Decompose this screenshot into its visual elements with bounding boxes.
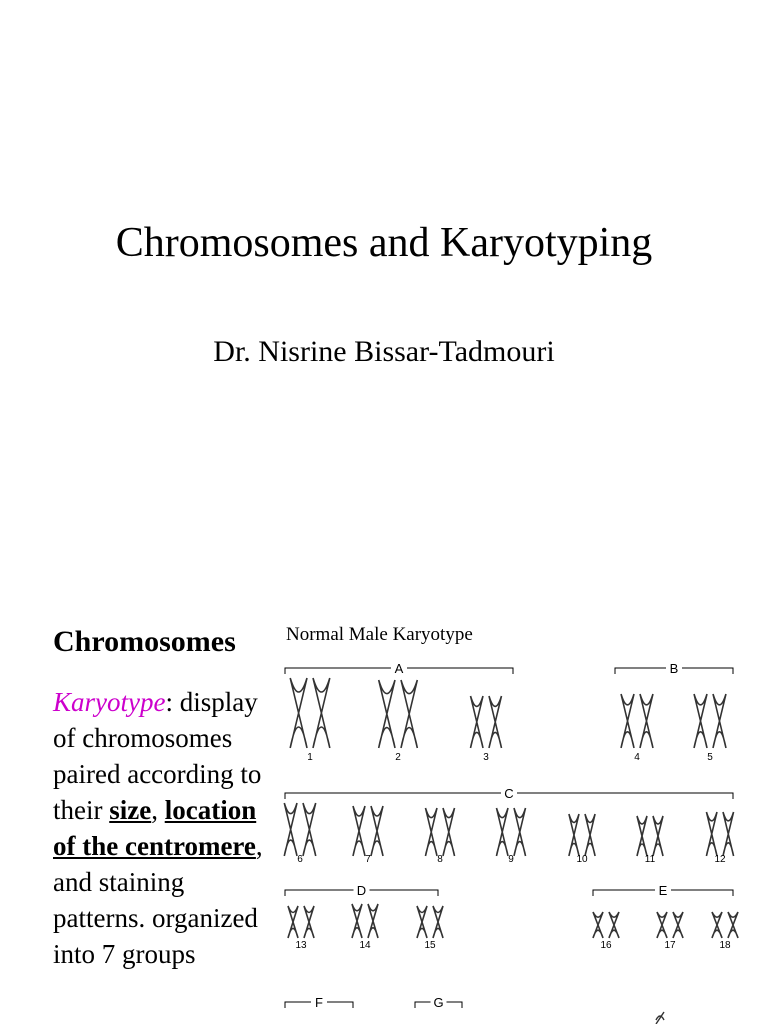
group-label: F	[315, 995, 323, 1010]
chromosome-pair-13	[288, 906, 298, 938]
chromosome-pair-5	[694, 694, 707, 748]
chromosome-number: 14	[359, 940, 371, 951]
group-label: B	[669, 661, 679, 676]
chromosome-pair-10	[569, 814, 579, 856]
chromosome-pair-17	[657, 912, 667, 938]
chromosome-pair-9	[496, 808, 508, 856]
slide-title: Chromosomes and Karyotyping	[115, 220, 653, 266]
karyotype-definition	[53, 684, 268, 972]
chromosome-number: 15	[424, 940, 436, 951]
chromosome-pair-7	[371, 806, 383, 856]
chromosome-pair-18	[728, 912, 738, 938]
chromosome-pair-12	[706, 812, 717, 856]
chromosome-number: 1	[307, 752, 313, 763]
chromosome-number: 10	[576, 854, 588, 865]
group-label: C	[504, 786, 514, 801]
chromosome-pair-3	[489, 696, 501, 748]
definition-text: display of chromosomes paired according to their	[53, 687, 262, 825]
chromosome-pair-1	[290, 678, 307, 748]
chromosome-number: 5	[707, 752, 713, 763]
chromosome-pair-9	[514, 808, 526, 856]
chromosome-pair-2	[379, 680, 395, 748]
chromosome-pair-12	[723, 812, 734, 856]
chromosome-pair-16	[609, 912, 619, 938]
group-label: D	[356, 883, 367, 898]
chromosome-pair-16	[593, 912, 603, 938]
chromosome-number: 3	[483, 752, 489, 763]
chromosome-pair-13	[304, 906, 314, 938]
chromosome-number: 7	[365, 854, 371, 865]
chromosome-pair-10	[585, 814, 595, 856]
chromosome-number: 4	[634, 752, 640, 763]
karyotype-diagram	[280, 620, 750, 1024]
chromosome-number: 2	[395, 752, 401, 763]
size-comma: ,	[151, 795, 158, 825]
chromosome-pair-6	[284, 803, 297, 856]
karyotype-term: Karyotype	[53, 687, 166, 717]
slide-author: Dr. Nisrine Bissar-Tadmouri	[213, 335, 555, 368]
chromosome-pair-2	[401, 680, 417, 748]
chromosome-number: 6	[297, 854, 303, 865]
chromosome-number: 12	[714, 854, 726, 865]
chromosome-pair-1	[313, 678, 330, 748]
chromosome-number: 11	[644, 854, 656, 865]
chromosome-pair-8	[425, 808, 437, 856]
chromosome-pair-8	[443, 808, 455, 856]
chromosome-partial	[656, 1012, 664, 1024]
chromosome-pair-11	[637, 816, 647, 856]
chromosome-pair-17	[673, 912, 683, 938]
chromosome-pair-11	[653, 816, 663, 856]
chromosome-pair-15	[417, 906, 427, 938]
figure-title: Normal Male Karyotype	[286, 624, 473, 645]
chromosome-pair-6	[303, 803, 316, 856]
chromosome-pair-14	[352, 904, 362, 938]
chromosome-pair-7	[353, 806, 365, 856]
chromosome-pair-4	[640, 694, 653, 748]
chromosome-pair-5	[713, 694, 726, 748]
group-label: A	[394, 661, 404, 676]
chromosome-pair-3	[471, 696, 483, 748]
definition-rest: , and staining patterns. organized into 7 groups	[53, 831, 263, 969]
chromosome-pair-18	[712, 912, 722, 938]
chromosome-number: 17	[664, 940, 676, 951]
chromosome-pair-15	[433, 906, 443, 938]
group-label: G	[433, 995, 444, 1010]
section-heading: Chromosomes	[53, 625, 236, 658]
chromosome-number: 13	[295, 940, 307, 951]
group-label: E	[658, 883, 668, 898]
karyotype-figure	[280, 620, 750, 1024]
centromere-keyword: location of the centromere	[53, 795, 257, 861]
chromosome-number: 16	[600, 940, 612, 951]
chromosome-number: 8	[437, 854, 443, 865]
term-colon: :	[165, 687, 173, 717]
size-keyword: size	[109, 795, 152, 825]
chromosome-pair-14	[368, 904, 378, 938]
chromosome-number: 9	[508, 854, 514, 865]
chromosome-number: 18	[719, 940, 731, 951]
chromosome-pair-4	[621, 694, 634, 748]
